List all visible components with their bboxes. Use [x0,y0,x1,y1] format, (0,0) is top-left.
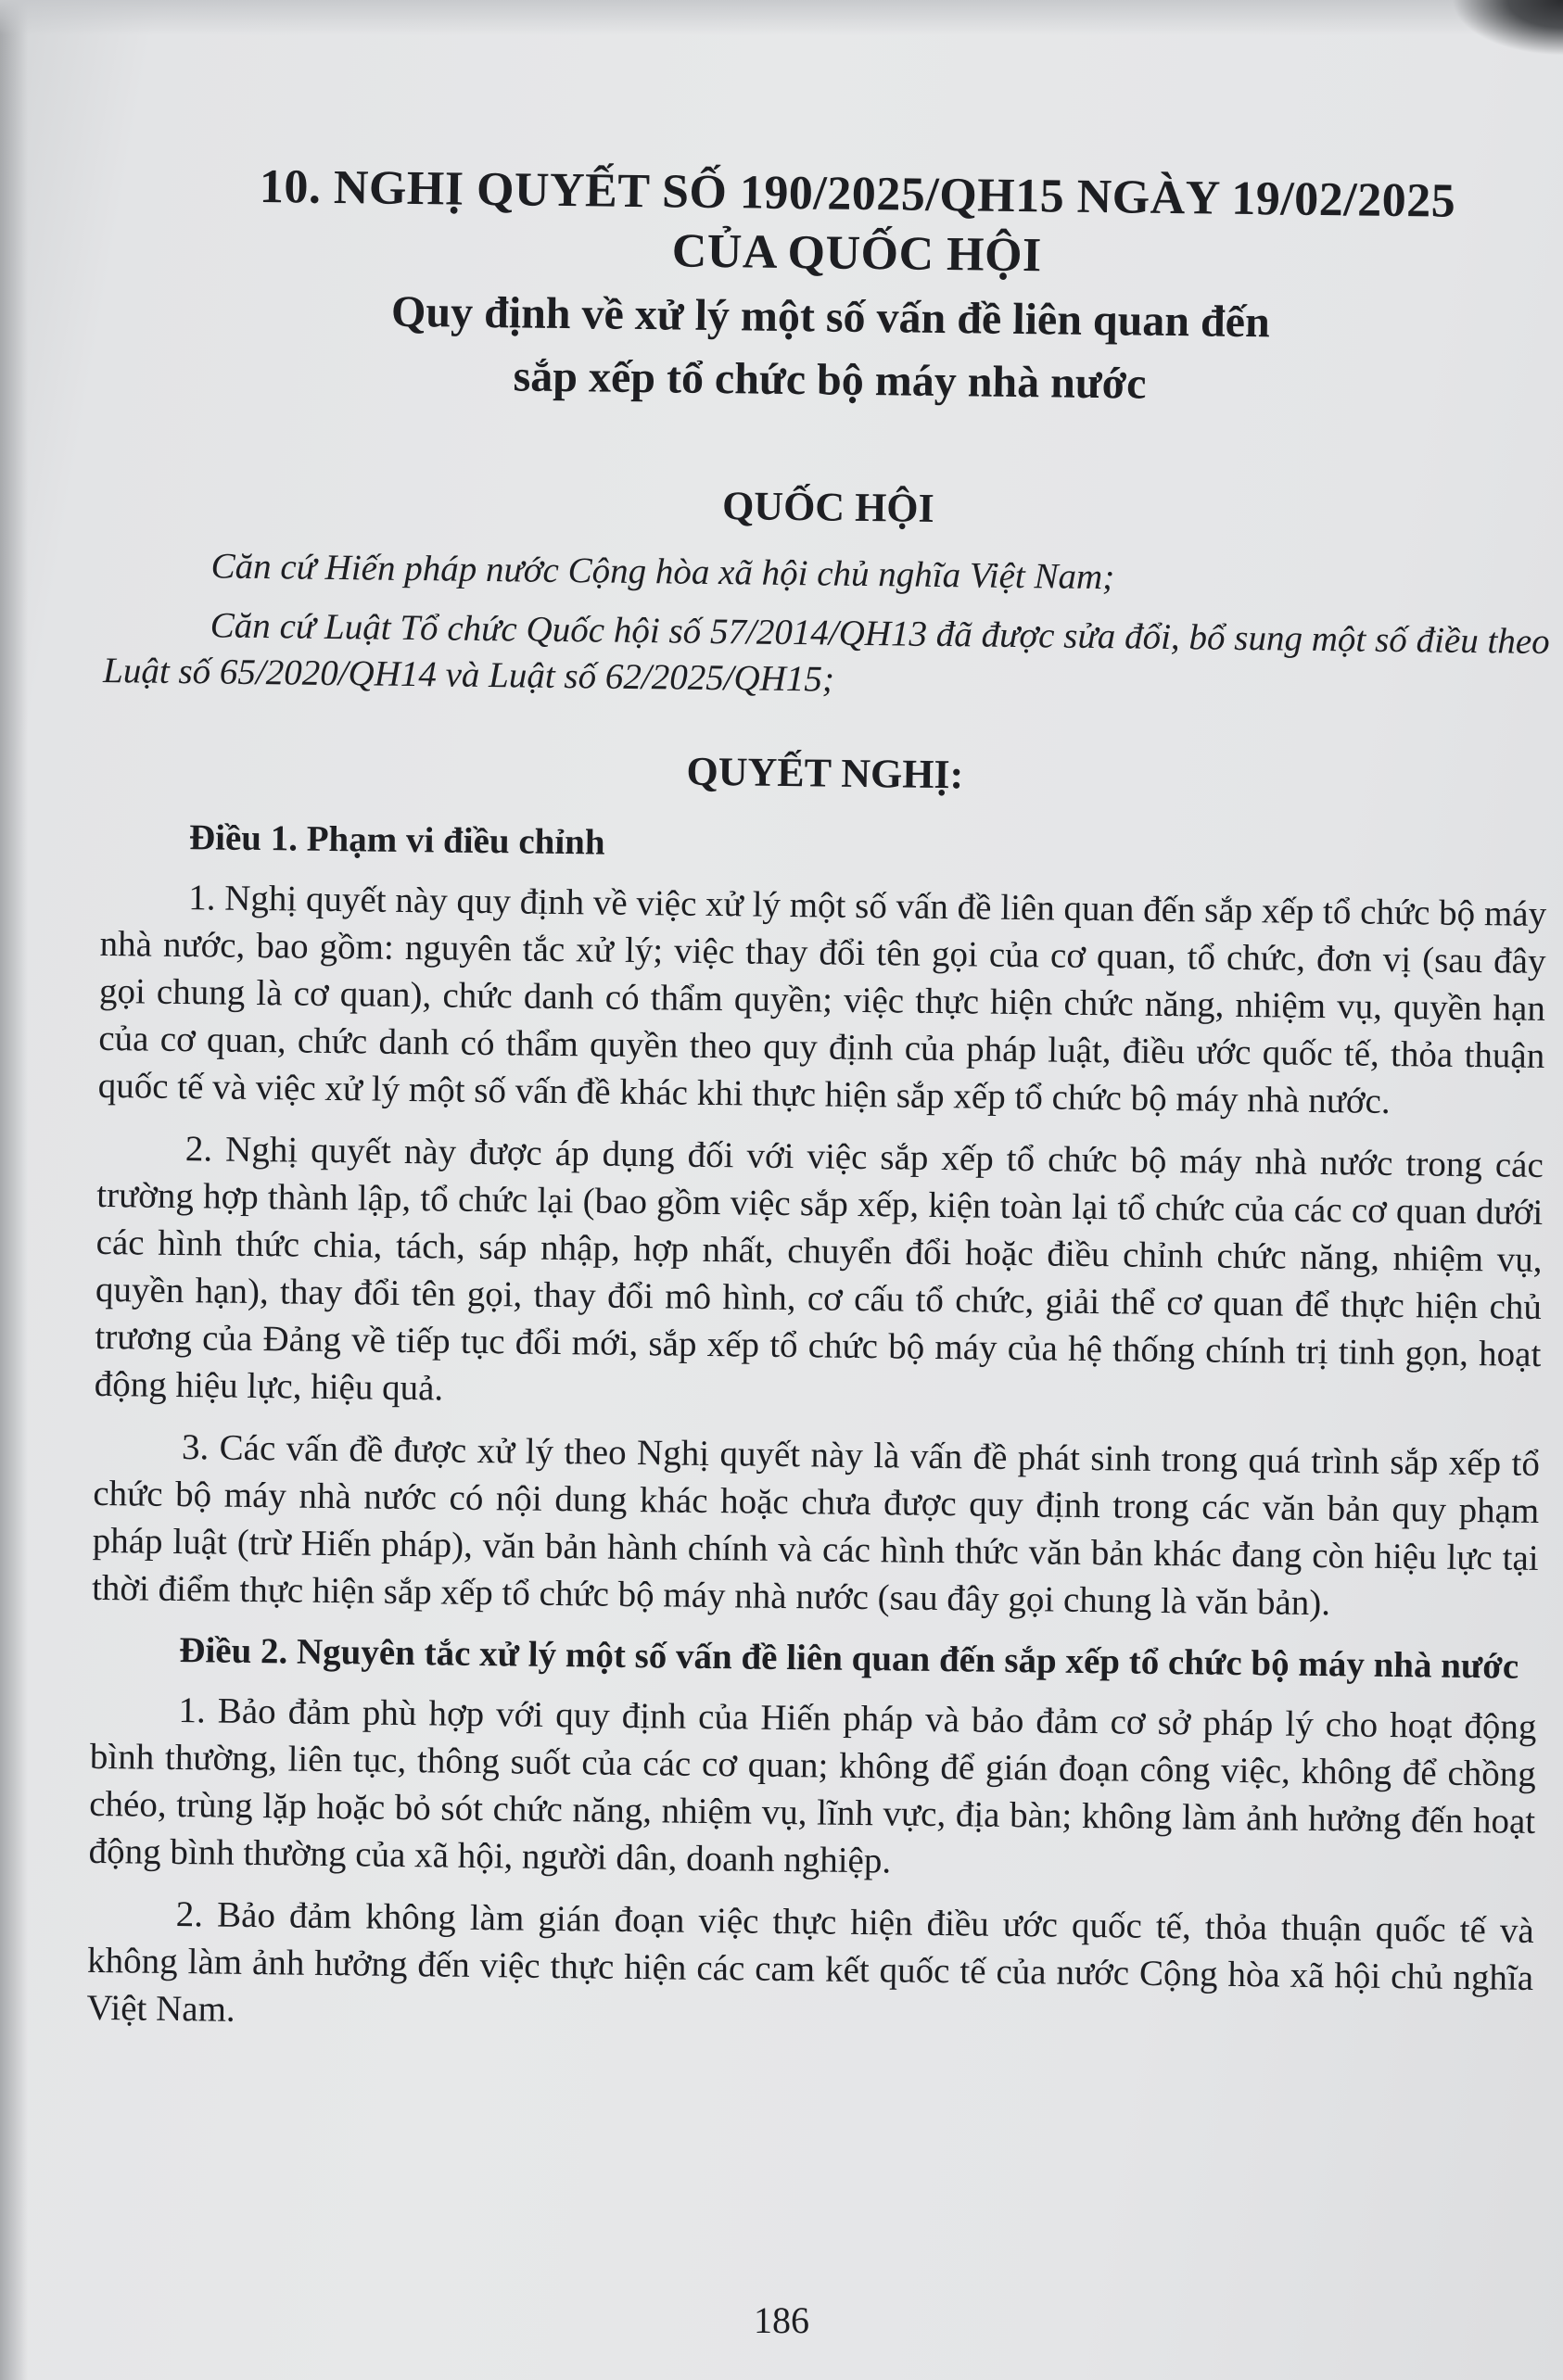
background-corner [1452,0,1563,56]
page-top-shadow [0,0,1563,35]
document-subtitle-line-1: Quy định về xử lý một số vấn đề liên quan đến [390,286,1271,348]
document-title-line-2: CỦA QUỐC HỘI [671,224,1043,283]
article-1-heading: Điều 1. Phạm vi điều chỉnh [188,817,605,863]
document-title-line-1: 10. NGHỊ QUYẾT SỐ 190/2025/QH15 NGÀY 19/02/2025 [259,159,1456,228]
page-number: 186 [754,2299,809,2341]
legal-basis-1: Căn cứ Hiến pháp nước Cộng hòa xã hội chủ nghĩa Việt Nam; [210,546,1115,598]
issuer-heading: QUỐC HỘI [721,483,934,531]
article-1-paragraph-2: 2. Nghị quyết này được áp dụng đối với việc sắp xếp tổ chức bộ máy nhà nước trong các trường hợp thành lập, tổ chức lại (bao gồm việc sắp xếp, kiện toàn lại tổ chức của các cơ quan dưới các hình thức chia, tách, sáp nhập, hợp nhất, chuyển đổi hoặc điều chỉnh chức năng, nhiệm vụ, quyền hạn), thay đổi tên gọi, thay đổi mô hình, cơ cấu tổ chức, giải thể cơ quan để thực hiện chủ trương của Đảng về tiếp tục đổi mới, sắp xếp tổ chức bộ máy của hệ thống chính trị tinh gọn, hoạt động hiệu lực, hiệu quả. [94,1129,1544,1409]
article-2-heading: Điều 2. Nguyên tắc xử lý một số vấn đề liên quan đến sắp xếp tổ chức bộ máy nhà nước [179,1630,1519,1687]
article-1-paragraph-1: 1. Nghị quyết này quy định về việc xử lý một số vấn đề liên quan đến sắp xếp tổ chức bộ máy nhà nước, bao gồm: nguyên tắc xử lý; việc thay đổi tên gọi của cơ quan, tổ chức, đơn vị (sau đây gọi chung là cơ quan), chức danh có thẩm quyền; việc thực hiện chức năng, nhiệm vụ, quyền hạn của cơ quan, chức danh có thẩm quyền theo quy định của pháp luật, điều ước quốc tế, thỏa thuận quốc tế và việc xử lý một số vấn đề khác khi thực hiện sắp xếp tổ chức bộ máy nhà nước. [97,878,1547,1121]
legal-basis-2: Căn cứ Luật Tổ chức Quốc hội số 57/2014/QH13 đã được sửa đổi, bổ sung một số điều theo Luật số 65/2020/QH14 và Luật số 62/2025/QH15; [102,605,1550,700]
page-content [86,156,1556,2064]
page-gutter-shadow [0,0,28,2380]
article-2-paragraph-1: 1. Bảo đảm phù hợp với quy định của Hiến pháp và bảo đảm cơ sở pháp lý cho hoạt động bình thường, liên tục, thông suốt của các cơ quan; không để gián đoạn công việc, không để chồng chéo, trùng lặp hoặc bỏ sót chức năng, nhiệm vụ, lĩnh vực, địa bàn; không làm ảnh hưởng đến hoạt động bình thường của xã hội, người dân, doanh nghiệp. [88,1690,1537,1881]
document-subtitle-line-2: sắp xếp tổ chức bộ máy nhà nước [513,351,1147,409]
resolve-heading: QUYẾT NGHỊ: [686,748,964,798]
article-1-paragraph-3: 3. Các vấn đề được xử lý theo Nghị quyết này là vấn đề phát sinh trong quá trình sắp xếp tổ chức bộ máy nhà nước có nội dung khác hoặc chưa được quy định trong các văn bản quy phạm pháp luật (trừ Hiến pháp), văn bản hành chính và các hình thức văn bản khác đang còn hiệu lực tại thời điểm thực hiện sắp xếp tổ chức bộ máy nhà nước (sau đây gọi chung là văn bản). [91,1427,1541,1624]
article-2-paragraph-2: 2. Bảo đảm không làm gián đoạn việc thực hiện điều ước quốc tế, thỏa thuận quốc tế và không làm ảnh hưởng đến việc thực hiện các cam kết quốc tế của nước Cộng hòa xã hội chủ nghĩa Việt Nam. [86,1894,1534,2030]
